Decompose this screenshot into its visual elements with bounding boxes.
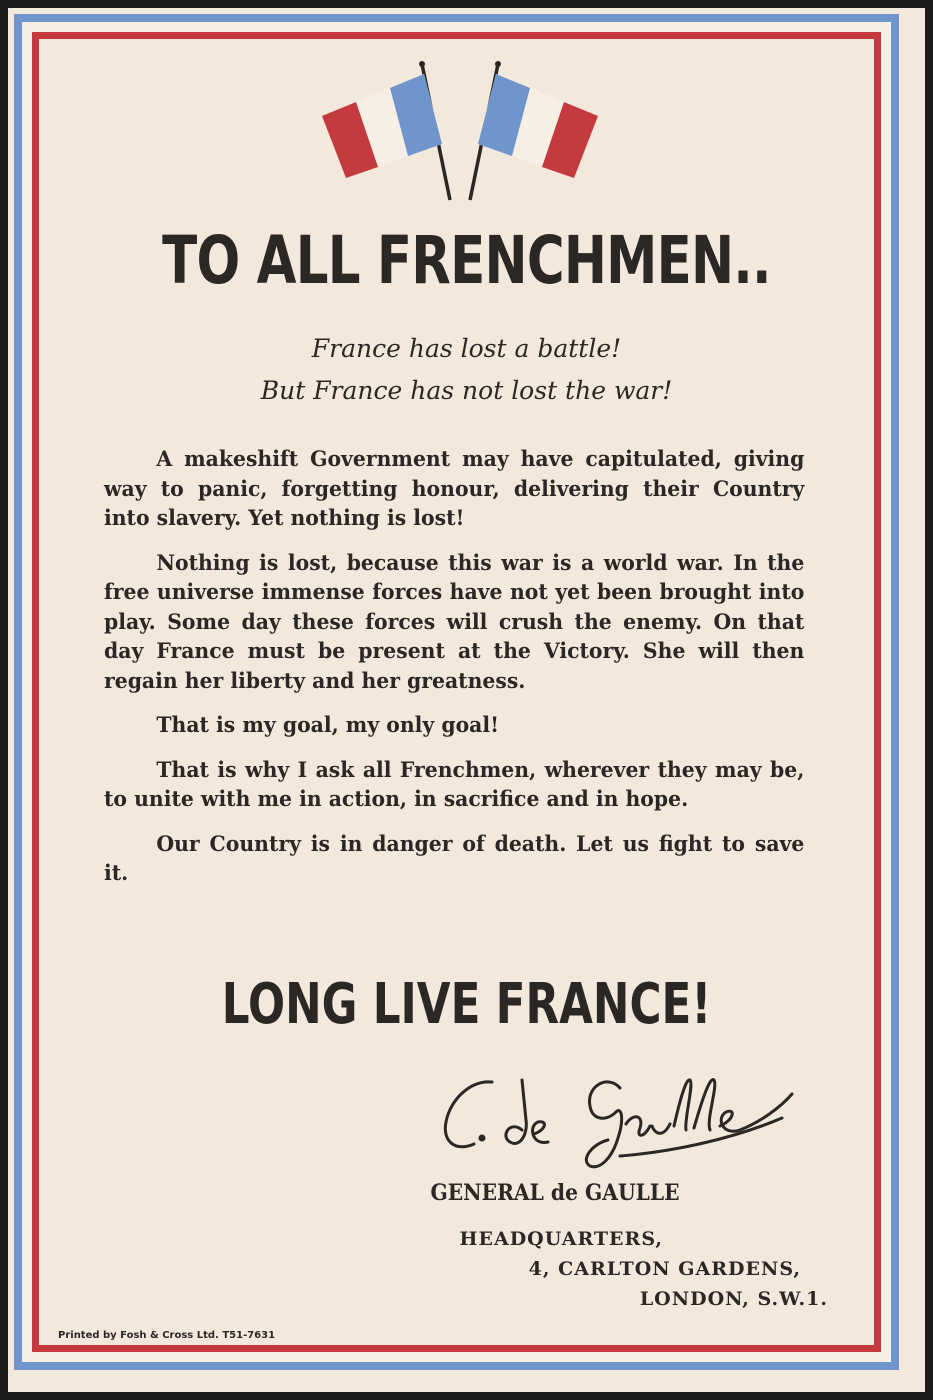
paragraph: Our Country is in danger of death. Let us fight to save it. [104,830,805,885]
signatory-name: GENERAL de GAULLE [430,1180,680,1206]
paragraph: A makeshift Government may have capitulated, giving way to panic, forgetting honour, delivering their Country into slavery. Yet nothing is lost! [104,446,805,530]
address-line-2: 4, CARLTON GARDENS, [528,1258,801,1280]
poster-title: TO ALL FRENCHMEN.. [162,222,771,299]
slogan: LONG LIVE FRANCE! [221,972,712,1037]
subtitle-line-1: France has lost a battle! [311,334,622,363]
address-line-1: HEADQUARTERS, [459,1228,663,1250]
address-line-3: LONDON, S.W.1. [639,1288,828,1310]
handwritten-signature [430,1060,800,1180]
paragraph: That is why I ask all Frenchmen, wherever they may be, to unite with me in action, in sacrifice and in hope. [104,756,805,811]
printer-credit: Printed by Fosh & Cross Ltd. T51-7631 [58,1330,276,1341]
crossed-french-flags-icon [300,58,620,208]
paragraph: That is my goal, my only goal! [156,712,500,737]
paragraph: Nothing is lost, because this war is a world war. In the free universe immense forces have not yet been brought into play. Some day these forces will crush the enemy. On that day France must be present at the Victory. She will then regain her liberty and her greatness. [104,549,805,693]
proclamation-body [104,444,804,903]
subtitle-line-2: But France has not lost the war! [260,376,673,405]
